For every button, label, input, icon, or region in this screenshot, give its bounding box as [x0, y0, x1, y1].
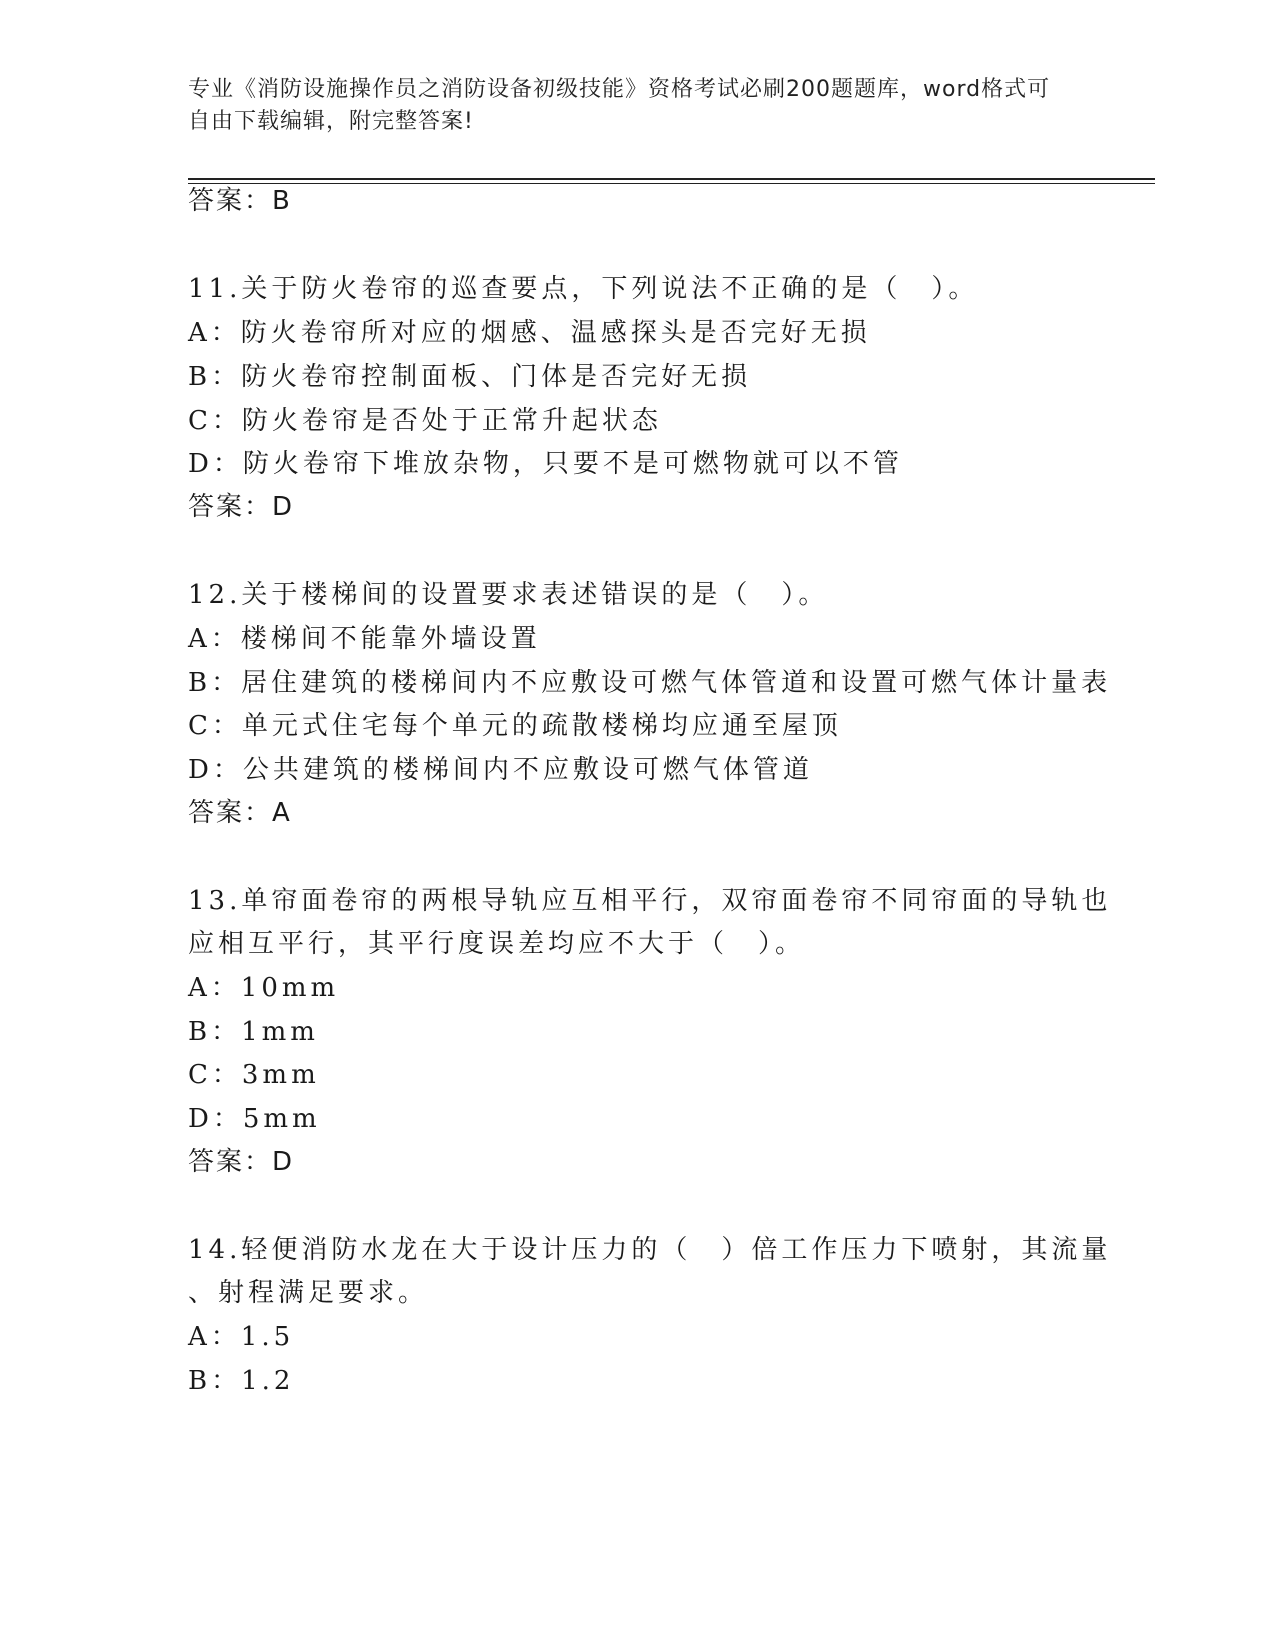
question-12-option-b: B：居住建筑的楼梯间内不应敷设可燃气体管道和设置可燃气体计量表	[188, 668, 1112, 698]
question-14-option-a: A：1.5	[188, 1322, 295, 1352]
question-12-option-d: D：公共建筑的楼梯间内不应敷设可燃气体管道	[188, 755, 813, 785]
answer-prev: 答案：B	[188, 186, 292, 216]
question-14-stem-line-1: 14.轻便消防水龙在大于设计压力的（ ）倍工作压力下喷射，其流量	[188, 1235, 1112, 1265]
question-11-stem: 11.关于防火卷帘的巡查要点，下列说法不正确的是（ ）。	[188, 274, 979, 304]
question-12-answer: 答案：A	[188, 798, 292, 828]
question-14-option-b: B：1.2	[188, 1366, 295, 1396]
question-13-stem-line-2: 应相互平行，其平行度误差均应不大于（ ）。	[188, 929, 806, 959]
header-divider-thin	[188, 183, 1155, 184]
question-13-option-c: C：3mm	[188, 1060, 320, 1090]
question-12-option-a: A：楼梯间不能靠外墙设置	[188, 624, 541, 654]
question-13-option-d: D：5mm	[188, 1104, 321, 1134]
question-13-option-a: A：10mm	[188, 973, 340, 1003]
question-11-option-a: A：防火卷帘所对应的烟感、温感探头是否完好无损	[188, 318, 871, 348]
question-14-stem-line-2: 、射程满足要求。	[188, 1278, 429, 1308]
question-12-stem: 12.关于楼梯间的设置要求表述错误的是（ ）。	[188, 580, 829, 610]
question-13-answer: 答案：D	[188, 1147, 295, 1177]
header-divider	[188, 178, 1155, 180]
question-13-stem-line-1: 13.单帘面卷帘的两根导轨应互相平行，双帘面卷帘不同帘面的导轨也	[188, 886, 1112, 916]
question-11-option-d: D：防火卷帘下堆放杂物，只要不是可燃物就可以不管	[188, 449, 903, 479]
question-13-option-b: B：1mm	[188, 1017, 319, 1047]
document-header: 专业《消防设施操作员之消防设备初级技能》资格考试必刷200题题库，word格式可自由下载编辑，附完整答案!	[188, 77, 1051, 134]
question-11-option-b: B：防火卷帘控制面板、门体是否完好无损	[188, 362, 752, 392]
question-11-answer: 答案：D	[188, 492, 295, 522]
question-12-option-c: C：单元式住宅每个单元的疏散楼梯均应通至屋顶	[188, 711, 842, 741]
question-11-option-c: C：防火卷帘是否处于正常升起状态	[188, 406, 662, 436]
